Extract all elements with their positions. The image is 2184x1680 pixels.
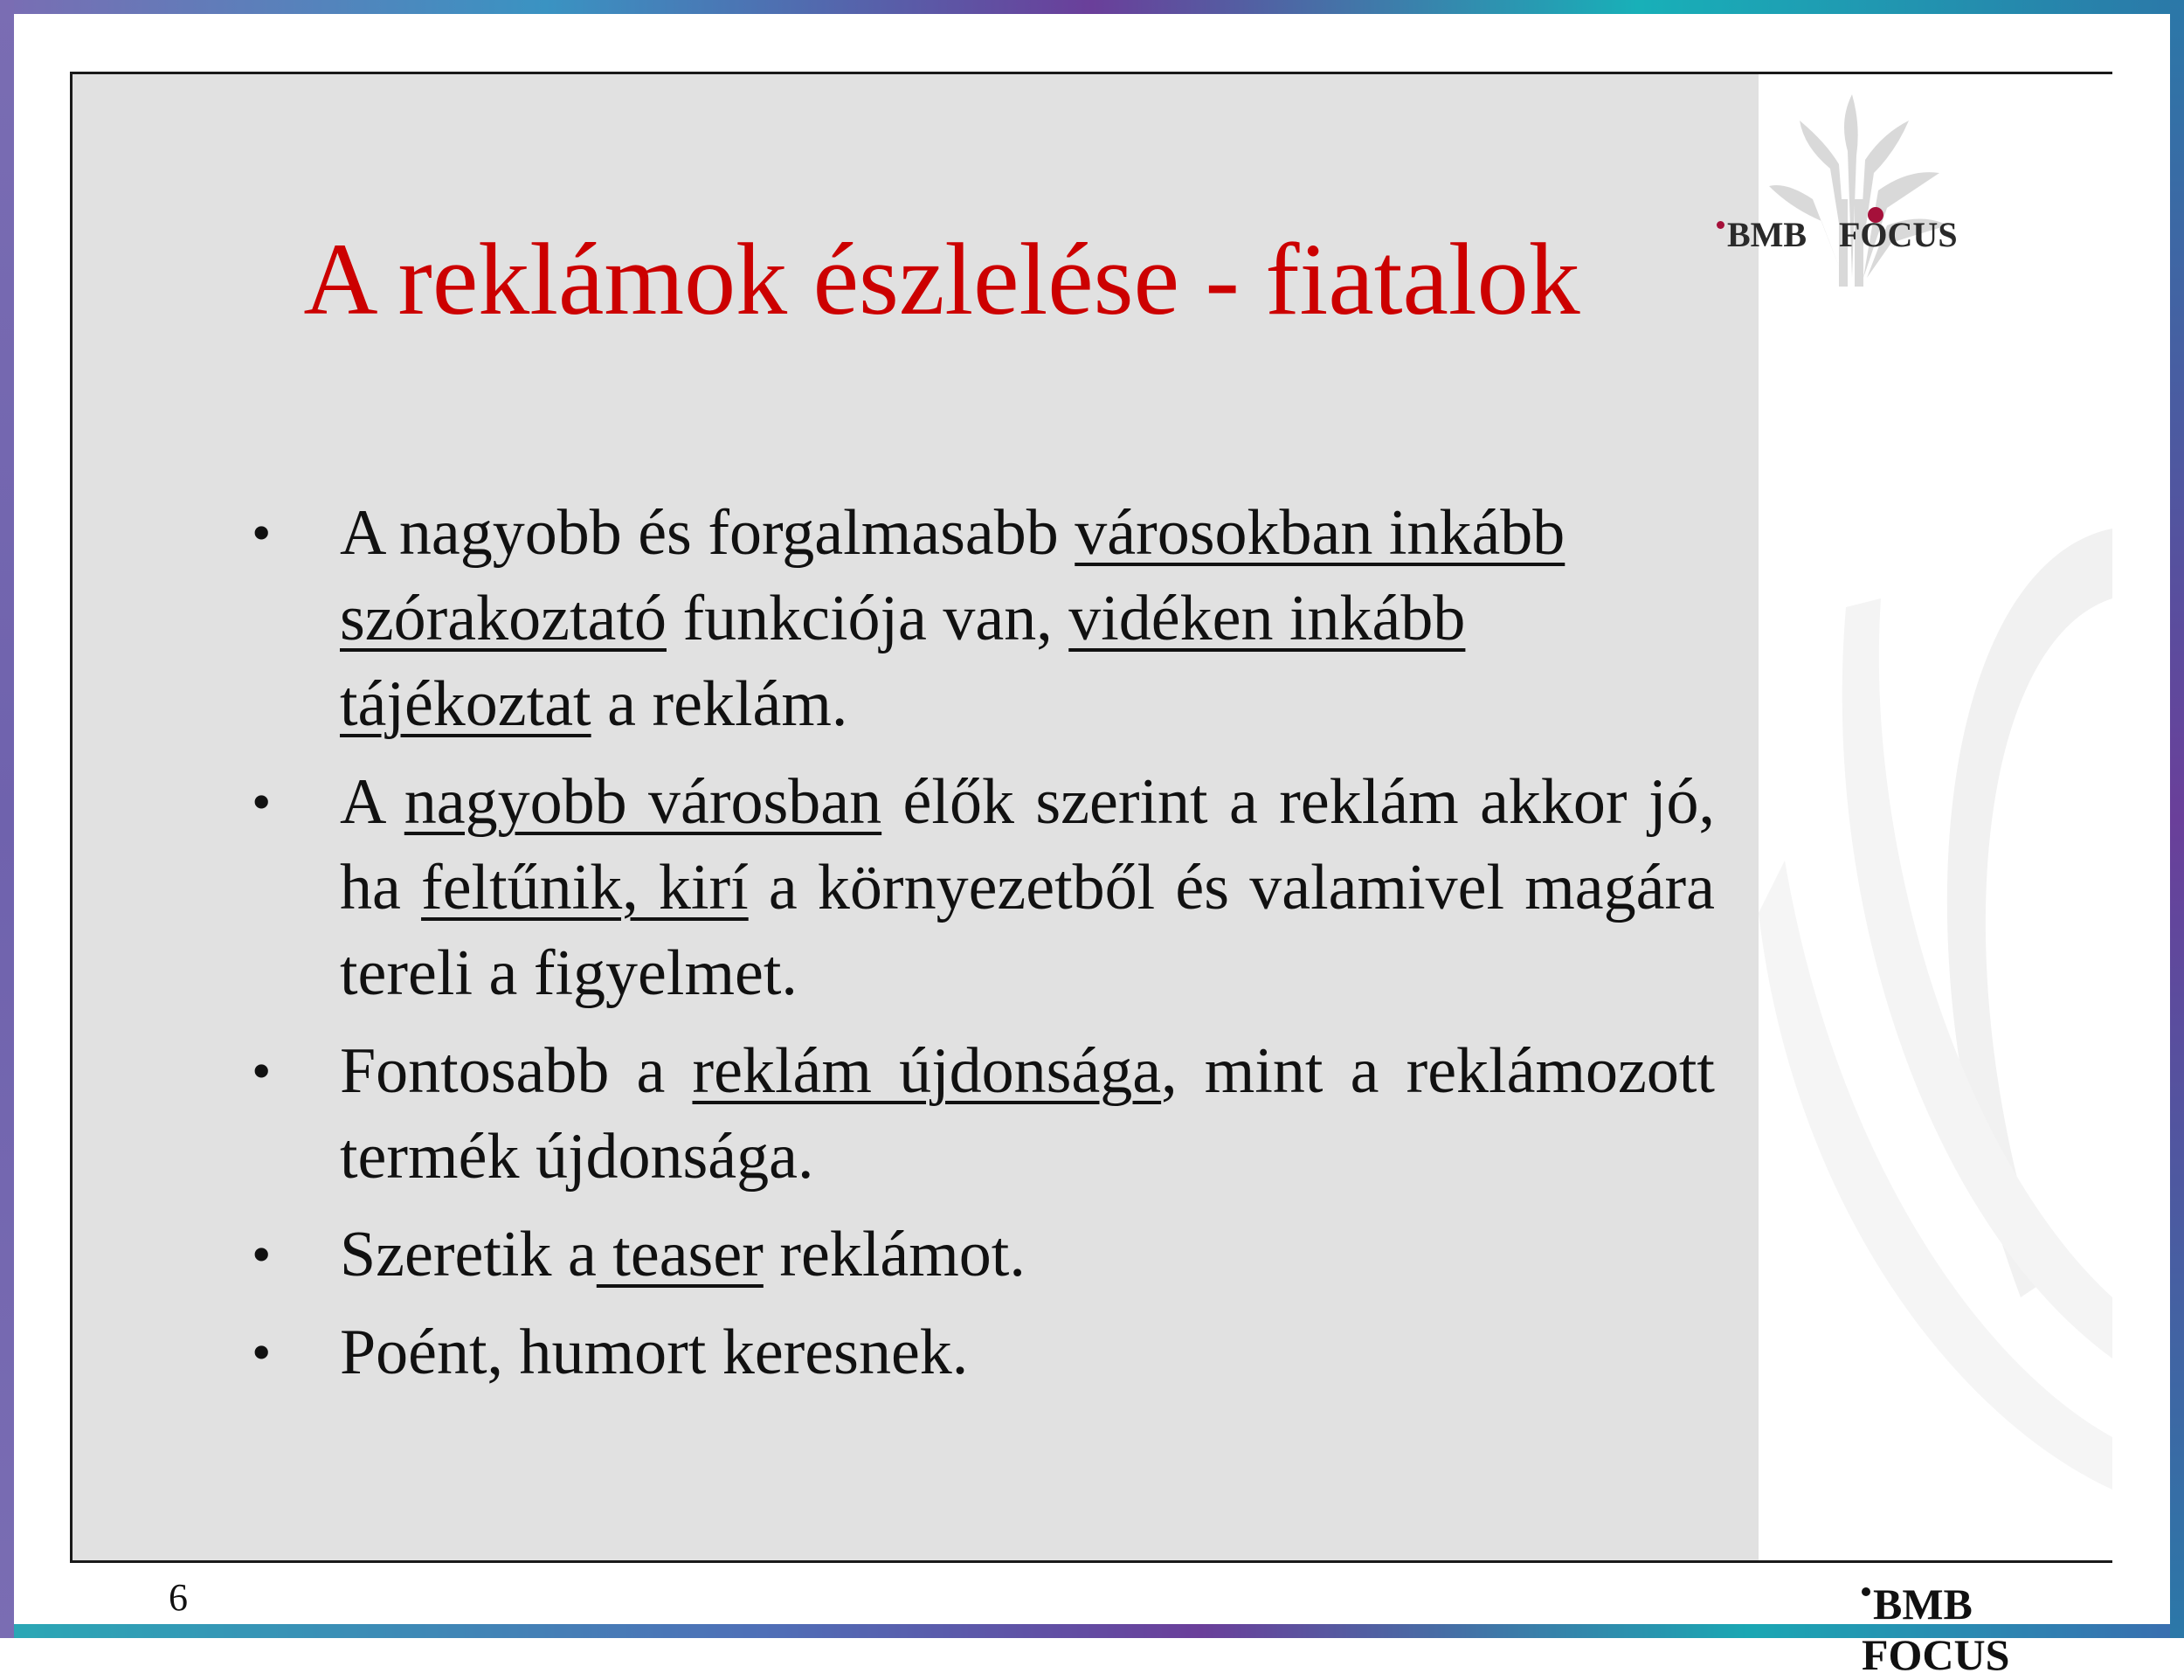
bullet-dot-icon: • <box>252 1040 272 1102</box>
frame-top-border <box>0 0 2184 14</box>
bullet-text: Fontosabb a <box>340 1035 693 1107</box>
bullet-text: A <box>340 766 404 838</box>
bullet-item <box>186 759 1715 1016</box>
logo-dot-icon <box>1717 221 1724 229</box>
bullet-item <box>186 1310 1715 1395</box>
logo-word-focus: FOCUS <box>1839 215 1958 254</box>
bullet-dot-icon: • <box>252 501 272 563</box>
bullet-text: a környezetből és valamivel magára tereli a figyelmet. <box>340 852 1715 1009</box>
bmb-focus-logo-icon <box>1708 68 1996 348</box>
bullet-item <box>186 490 1715 747</box>
bullet-list <box>186 490 1715 1407</box>
bullet-text: a reklám. <box>591 668 848 740</box>
page-number: 6 <box>169 1576 188 1619</box>
bullet-text: A nagyobb és forgalmasabb <box>340 497 1075 569</box>
bullet-text: , mint a reklámozott termék újdonsága. <box>340 1035 1715 1193</box>
bullet-text: élők szerint a reklám akkor jó, ha <box>340 766 1716 923</box>
footer-logo <box>1862 1579 2110 1680</box>
frame-right-border <box>2170 0 2184 1638</box>
footer-logo-dot-icon <box>1862 1587 1870 1596</box>
underlined-text: reklám újdonsága <box>692 1035 1162 1107</box>
underlined-text: vidéken inkább tájékoztat <box>340 583 1466 740</box>
bullet-dot-icon: • <box>252 771 272 833</box>
underlined-text: városokban inkább szórakoztató <box>340 497 1565 654</box>
bullet-dot-icon: • <box>252 1321 272 1383</box>
logo-word-bmb: BMB <box>1717 214 1807 255</box>
bullet-item <box>186 1028 1715 1200</box>
frame-left-border <box>0 0 14 1638</box>
bullet-text: Poént, humort keresnek. <box>340 1317 969 1388</box>
bullet-text: reklámot. <box>763 1219 1026 1290</box>
bullet-text: Szeretik a <box>340 1219 597 1290</box>
bullet-item <box>186 1212 1715 1297</box>
underlined-text: teaser <box>596 1219 764 1290</box>
bullet-text: funkciója van, <box>666 583 1069 654</box>
slide-title: A reklámok észlelése - fiatalok <box>303 222 1580 336</box>
frame-bottom-border <box>0 1624 2184 1638</box>
footer-logo-text: BMB FOCUS <box>1862 1580 2010 1679</box>
bullet-dot-icon: • <box>252 1223 272 1285</box>
underlined-text: feltűnik, kirí <box>421 852 749 923</box>
underlined-text: nagyobb városban <box>404 766 882 838</box>
